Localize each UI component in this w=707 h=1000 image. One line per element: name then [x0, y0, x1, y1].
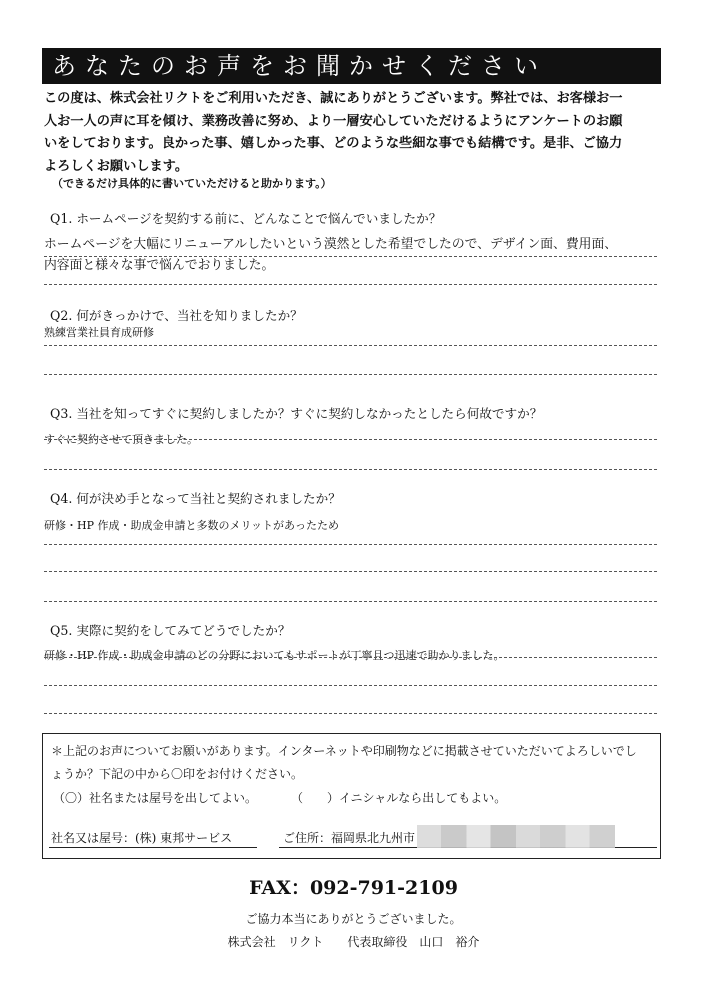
answer-rule	[44, 374, 657, 375]
answer-line: 研修・HP 作成・助成金申請のどの分野においてもサポートが丁寧且つ迅速で助かりました。	[44, 649, 505, 662]
address-field: ご住所：福岡県北九州市	[283, 831, 416, 845]
question-2-label: Q2. 何がきっかけで、当社を知りましたか？	[50, 308, 303, 323]
answer-rule	[44, 571, 657, 572]
question-4-answer	[44, 515, 669, 536]
answer-rule	[44, 685, 657, 686]
answer-line: ホームページを大幅にリニューアルしたいという漠然とした希望でしたので、デザイン面、費用面、	[44, 237, 618, 252]
question-4-label: Q4. 何が決め手となって当社と契約されましたか？	[50, 491, 341, 506]
consent-option-initials[interactable]: （ ）イニシャルなら出してもよい。	[291, 791, 507, 805]
thanks-message: ご協力本当にありがとうございました。	[245, 912, 462, 926]
consent-option-company-name[interactable]: （〇）社名または屋号を出してよい。	[53, 791, 258, 805]
answer-line: 熟練営業社員育成研修	[44, 326, 154, 339]
question-1-answer	[44, 234, 669, 276]
question-5-label: Q5. 実際に契約をしてみてどうでしたか？	[50, 623, 291, 638]
consent-request-line: ＊上記のお声についてお願いがあります。インターネットや印刷物などに掲載させていただいてよろしいでし	[51, 744, 637, 758]
intro-line: 人お一人の声に耳を傾け、業務改善に努め、より一層安心していただけるようにアンケートのお願	[44, 113, 623, 129]
survey-title: あなたのお声をお聞かせください	[52, 52, 547, 80]
answer-rule	[44, 657, 657, 658]
answer-rule	[44, 544, 657, 545]
intro-line: いをしております。良かった事、嬉しかった事、どのような些細な事でも結構です。是非、ご協力	[44, 136, 623, 151]
answer-rule	[44, 713, 657, 714]
answer-line: 研修・HP 作成・助成金申請と多数のメリットがあったため	[44, 519, 339, 532]
answer-rule	[44, 345, 657, 346]
question-1-label: Q1. ホームページを契約する前に、どんなことで悩んでいましたか？	[50, 211, 442, 226]
survey-title-banner	[42, 48, 661, 84]
answer-rule	[44, 469, 657, 470]
company-signature: 株式会社 リクト 代表取締役 山口 裕介	[227, 935, 480, 949]
answer-line: 内容面と様々な事で悩んでおりました。	[44, 258, 275, 273]
consent-request-line: ょうか？下記の中から〇印をお付けください。	[51, 767, 304, 781]
intro-line: この度は、株式会社リクトをご利用いただき、誠にありがとうございます。弊社では、お客様お一	[44, 91, 623, 106]
question-3-label: Q3. 当社を知ってすぐに契約しましたか？すぐに契約しなかったとしたら何故ですか？	[50, 406, 543, 421]
company-name-underline	[49, 847, 257, 848]
intro-line: よろしくお願いします。	[44, 158, 189, 174]
intro-note: （できるだけ具体的に書いていただけると助かります。）	[52, 177, 332, 190]
answer-rule	[44, 601, 657, 602]
question-5-answer	[44, 645, 669, 666]
redacted-address	[417, 825, 615, 848]
answer-rule	[44, 439, 657, 440]
intro-text	[44, 88, 664, 178]
question-2-answer	[44, 322, 669, 343]
company-name-field: 社名又は屋号：(株) 東邦サービス	[51, 831, 233, 845]
answer-line: すぐに契約させて頂きました。	[44, 433, 198, 446]
fax-number: FAX：092-791-2109	[249, 877, 458, 899]
answer-rule	[44, 256, 657, 257]
answer-rule	[44, 284, 657, 285]
